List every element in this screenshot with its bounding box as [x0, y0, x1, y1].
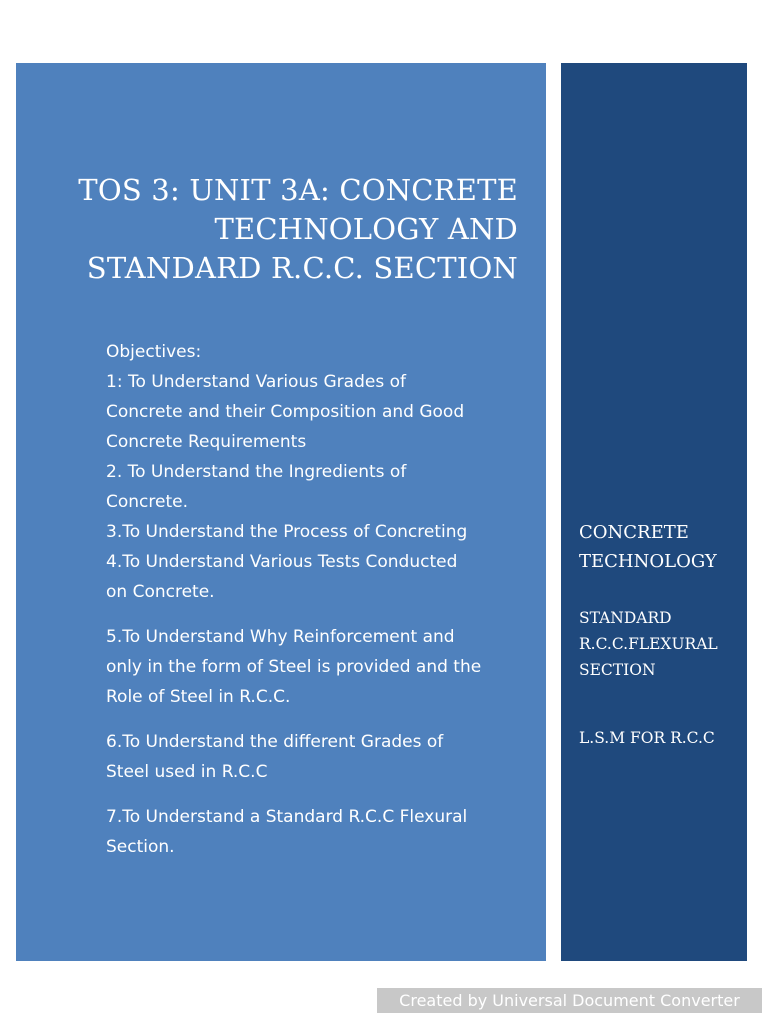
objective-line: Section. [106, 837, 175, 857]
objective-line: on Concrete. [106, 582, 215, 602]
title-line: TECHNOLOGY AND [214, 212, 518, 246]
objectives-list [106, 337, 526, 862]
objective-line: Concrete. [106, 492, 188, 512]
paragraph-gap [106, 712, 526, 727]
sidebar-line: CONCRETE [579, 522, 689, 543]
objective-line: Concrete Requirements [106, 432, 307, 452]
sidebar-line: R.C.C.FLEXURAL [579, 635, 718, 653]
objective-line: only in the form of Steel is provided and the [106, 657, 482, 677]
sidebar-line: TECHNOLOGY [579, 551, 717, 572]
converter-stamp: Created by Universal Document Converter [377, 988, 762, 1013]
paragraph-gap [106, 787, 526, 802]
paragraph-gap [106, 607, 526, 622]
objective-line: 7.To Understand a Standard R.C.C Flexural [106, 807, 468, 827]
objective-line: 3.To Understand the Process of Concreting [106, 522, 468, 542]
objective-line: 6.To Understand the different Grades of [106, 732, 444, 752]
sidebar-line: STANDARD [579, 609, 672, 627]
main-panel [16, 63, 546, 961]
document-title [76, 171, 518, 288]
objective-line: Concrete and their Composition and Good [106, 402, 465, 422]
objective-line: 1: To Understand Various Grades of [106, 372, 406, 392]
side-panel [561, 63, 747, 961]
objective-line: 2. To Understand the Ingredients of [106, 462, 407, 482]
sidebar-heading-concrete-technology [579, 518, 717, 576]
objective-line: 4.To Understand Various Tests Conducted [106, 552, 458, 572]
sidebar-heading-lsm [579, 725, 715, 751]
title-line: TOS 3: UNIT 3A: CONCRETE [78, 173, 518, 207]
title-line: STANDARD R.C.C. SECTION [86, 251, 518, 285]
objective-line: 5.To Understand Why Reinforcement and [106, 627, 455, 647]
sidebar-line: L.S.M FOR R.C.C [579, 729, 715, 747]
objective-line: Steel used in R.C.C [106, 762, 268, 782]
objectives-heading: Objectives: [106, 342, 202, 362]
sidebar-heading-standard-section [579, 605, 718, 683]
sidebar-line: SECTION [579, 661, 656, 679]
objective-line: Role of Steel in R.C.C. [106, 687, 291, 707]
